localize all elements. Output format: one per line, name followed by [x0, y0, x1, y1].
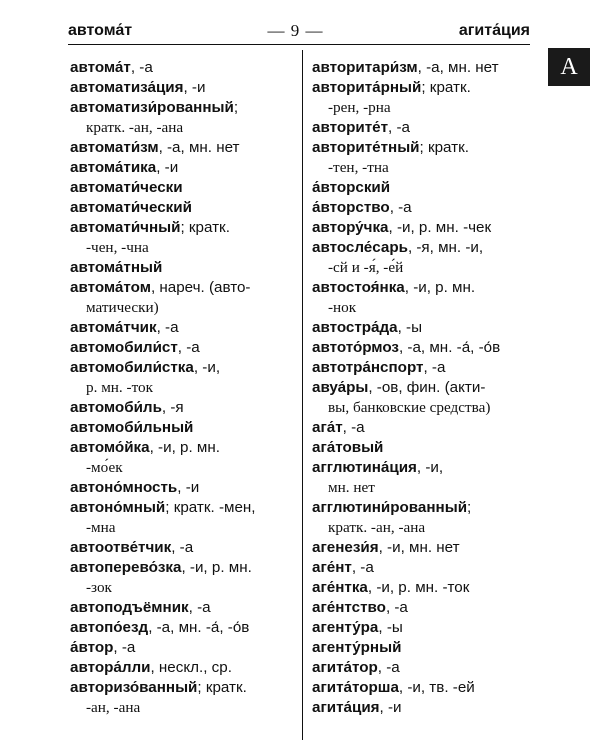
entry-headword: ага́т [312, 419, 343, 436]
dictionary-entry [70, 258, 292, 278]
entry-grammar: , нескл., ср. [150, 659, 232, 676]
entry-headword: автостра́да [312, 319, 398, 336]
entry-grammar: , -а [113, 639, 136, 656]
dictionary-entry [70, 618, 292, 638]
entry-headword: агита́торша [312, 679, 399, 696]
dictionary-entry [312, 278, 534, 318]
dictionary-entry [70, 198, 292, 218]
entry-continuation: -тен, -тна [328, 159, 389, 176]
entry-headword: агенту́ра [312, 619, 379, 636]
entry-grammar: , -я, мн. -и, [407, 239, 484, 256]
entry-headword: агита́ция [312, 699, 380, 716]
entry-grammar: , -а [388, 119, 410, 136]
dictionary-entry [70, 138, 292, 158]
entry-continuation: кратк. -ан, -ана [86, 119, 184, 136]
entry-grammar: ; кратк. [197, 679, 247, 696]
entry-grammar: , -и [183, 79, 206, 96]
dictionary-entry [312, 198, 534, 218]
page-number: — 9 — [267, 21, 324, 40]
entry-headword: автомо́йка [70, 439, 150, 456]
entry-continuation: матически) [86, 299, 159, 316]
entry-grammar: ; [467, 499, 472, 516]
dictionary-entry [70, 338, 292, 358]
entry-headword: автостоя́нка [312, 279, 405, 296]
entry-continuation: -зок [86, 579, 112, 596]
entry-headword: аге́нтка [312, 579, 368, 596]
dictionary-entry [70, 218, 292, 258]
entry-grammar: , -ов, фин. (акти- [368, 379, 486, 396]
dictionary-entry [312, 418, 534, 438]
dictionary-entry [312, 678, 534, 698]
dictionary-entry [312, 618, 534, 638]
entry-grammar: , -а [377, 659, 400, 676]
entry-continuation: -ан, -ана [86, 699, 141, 716]
entry-continuation: -мо́ек [86, 459, 123, 476]
entry-headword: автопо́езд [70, 619, 149, 636]
entry-headword: авуа́ры [312, 379, 369, 396]
entry-headword: автомобили́ст [70, 339, 178, 356]
dictionary-entry [312, 138, 534, 178]
entry-grammar: , -и, мн. нет [378, 539, 460, 556]
entry-headword: аге́нтство [312, 599, 386, 616]
dictionary-entry [70, 318, 292, 338]
dictionary-entry [312, 178, 534, 198]
entry-grammar: , -а, мн. нет [158, 139, 240, 156]
entry-continuation: -сй и -я́, -е́й [328, 259, 404, 276]
dictionary-entry [312, 118, 534, 138]
dictionary-entry [70, 638, 292, 658]
dictionary-entry [312, 58, 534, 78]
entry-headword: автоперево́зка [70, 559, 182, 576]
entry-headword: авторите́т [312, 119, 389, 136]
entry-headword: автомобили́стка [70, 359, 194, 376]
entry-grammar: , -а, мн. -а́, -о́в [398, 339, 501, 356]
entry-headword: автора́лли [70, 659, 151, 676]
column-divider [302, 50, 303, 740]
entry-headword: автома́тный [70, 259, 163, 276]
entry-grammar: , -и [156, 159, 179, 176]
entry-headword: автосле́сарь [312, 239, 408, 256]
entry-headword: а́вторский [312, 179, 391, 196]
dictionary-entry [312, 638, 534, 658]
dictionary-entry [70, 538, 292, 558]
dictionary-entry [70, 658, 292, 678]
entry-grammar: ; кратк. [180, 219, 230, 236]
entry-grammar: , -и, [416, 459, 444, 476]
dictionary-entry [312, 458, 534, 498]
dictionary-entry [70, 278, 292, 318]
dictionary-entry [70, 78, 292, 98]
entry-headword: автору́чка [312, 219, 389, 236]
entry-grammar: , -а [389, 199, 412, 216]
dictionary-entry [312, 338, 534, 358]
entry-continuation: -нок [328, 299, 357, 316]
page-header [68, 18, 530, 45]
entry-headword: агенту́рный [312, 639, 402, 656]
entry-headword: авторита́рный [312, 79, 422, 96]
entry-grammar: , -а [423, 359, 446, 376]
entry-continuation: -мна [86, 519, 116, 536]
letter-tab: А [548, 48, 590, 86]
entry-headword: аге́нт [312, 559, 352, 576]
dictionary-entry [312, 238, 534, 278]
entry-continuation: вы, банковские средства) [328, 399, 491, 416]
entry-grammar: , -а [130, 59, 153, 76]
dictionary-entry [70, 58, 292, 78]
entry-grammar: , -а, мн. -а́, -о́в [148, 619, 250, 636]
dictionary-entry [70, 98, 292, 138]
entry-headword: агглютини́рованный [312, 499, 468, 516]
entry-headword: автоподъёмник [70, 599, 189, 616]
entry-headword: автото́рмоз [312, 339, 399, 356]
entry-headword: автома́тчик [70, 319, 157, 336]
entry-grammar: , -а [351, 559, 374, 576]
dictionary-entry [312, 438, 534, 458]
entry-headword: автомати́чески [70, 179, 183, 196]
entry-headword: ага́товый [312, 439, 384, 456]
dictionary-entry [312, 378, 534, 418]
entry-headword: автомати́зм [70, 139, 159, 156]
dictionary-entry [312, 318, 534, 338]
entry-grammar: , -а [188, 599, 211, 616]
entry-grammar: ; кратк. [421, 79, 471, 96]
dictionary-entry [312, 358, 534, 378]
entry-grammar: ; кратк. -мен, [165, 499, 256, 516]
dictionary-entry [70, 418, 292, 438]
entry-grammar: , -и, р. мн. [404, 279, 476, 296]
entry-headword: автомоби́ль [70, 399, 162, 416]
entry-grammar: , -и, р. мн. -чек [388, 219, 492, 236]
entry-grammar: , -я [161, 399, 184, 416]
entry-grammar: , -ы [397, 319, 423, 336]
dictionary-entry [70, 398, 292, 418]
entry-headword: авторитари́зм [312, 59, 418, 76]
entry-grammar: ; кратк. [419, 139, 469, 156]
entry-headword: авторите́тный [312, 139, 420, 156]
dictionary-entry [70, 438, 292, 478]
dictionary-entry [70, 678, 292, 718]
entry-continuation: р. мн. -ток [86, 379, 153, 396]
entry-continuation: мн. нет [328, 479, 375, 496]
entry-headword: автоно́мный [70, 499, 166, 516]
entry-continuation: -чен, -чна [86, 239, 149, 256]
entry-continuation: -рен, -рна [328, 99, 391, 116]
entry-grammar: ; [233, 99, 239, 116]
entry-headword: автоотве́тчик [70, 539, 172, 556]
entry-headword: автотра́нспорт [312, 359, 424, 376]
dictionary-entry [312, 598, 534, 618]
entry-grammar: , -а [385, 599, 408, 616]
entry-grammar: , -и, р. мн. -ток [367, 579, 470, 596]
dictionary-entry [70, 598, 292, 618]
entry-headword: автоматиза́ция [70, 79, 184, 96]
entry-headword: автомати́ческий [70, 199, 192, 216]
entry-headword: автома́том [70, 279, 151, 296]
entry-grammar: , -и, [193, 359, 221, 376]
dictionary-entry [312, 558, 534, 578]
entry-grammar: , -и, р. мн. [181, 559, 252, 576]
running-head-right: агита́ция [458, 22, 530, 39]
entry-grammar: , -и [379, 699, 402, 716]
entry-headword: автоматизи́рованный [70, 99, 234, 116]
entry-grammar: , -а [342, 419, 365, 436]
entry-headword: агенези́я [312, 539, 379, 556]
dictionary-entry [70, 178, 292, 198]
dictionary-entry [312, 658, 534, 678]
entry-grammar: , -а [171, 539, 194, 556]
dictionary-entry [312, 698, 534, 718]
entry-headword: а́втор [70, 639, 114, 656]
entry-grammar: , -ы [378, 619, 403, 636]
entry-headword: автома́тика [70, 159, 157, 176]
entry-headword: авторизо́ванный [70, 679, 198, 696]
running-head-left: автома́т [68, 22, 133, 39]
entry-headword: агита́тор [312, 659, 378, 676]
entry-continuation: кратк. -ан, -ана [328, 519, 426, 536]
dictionary-entry [70, 158, 292, 178]
dictionary-entry [312, 78, 534, 118]
entry-grammar: , -и, р. мн. [149, 439, 220, 456]
dictionary-entry [312, 498, 534, 538]
entry-grammar: , -и, тв. -ей [398, 679, 475, 696]
entry-grammar: , -а [156, 319, 179, 336]
dictionary-entry [70, 478, 292, 498]
dictionary-entry [70, 498, 292, 538]
entry-headword: автомоби́льный [70, 419, 194, 436]
entry-headword: автома́т [70, 59, 131, 76]
entry-grammar: , -а [177, 339, 200, 356]
dictionary-entry [70, 358, 292, 398]
entry-headword: автомати́чный [70, 219, 181, 236]
dictionary-entry [70, 558, 292, 598]
entry-grammar: , -а, мн. нет [417, 59, 499, 76]
dictionary-entry [312, 538, 534, 558]
entry-headword: а́вторство [312, 199, 390, 216]
left-column [70, 58, 292, 718]
dictionary-entry [312, 578, 534, 598]
dictionary-entry [312, 218, 534, 238]
entry-headword: автоно́мность [70, 479, 178, 496]
right-column [312, 58, 534, 718]
entry-grammar: , нареч. (авто- [150, 279, 251, 296]
entry-headword: агглютина́ция [312, 459, 417, 476]
entry-grammar: , -и [177, 479, 200, 496]
